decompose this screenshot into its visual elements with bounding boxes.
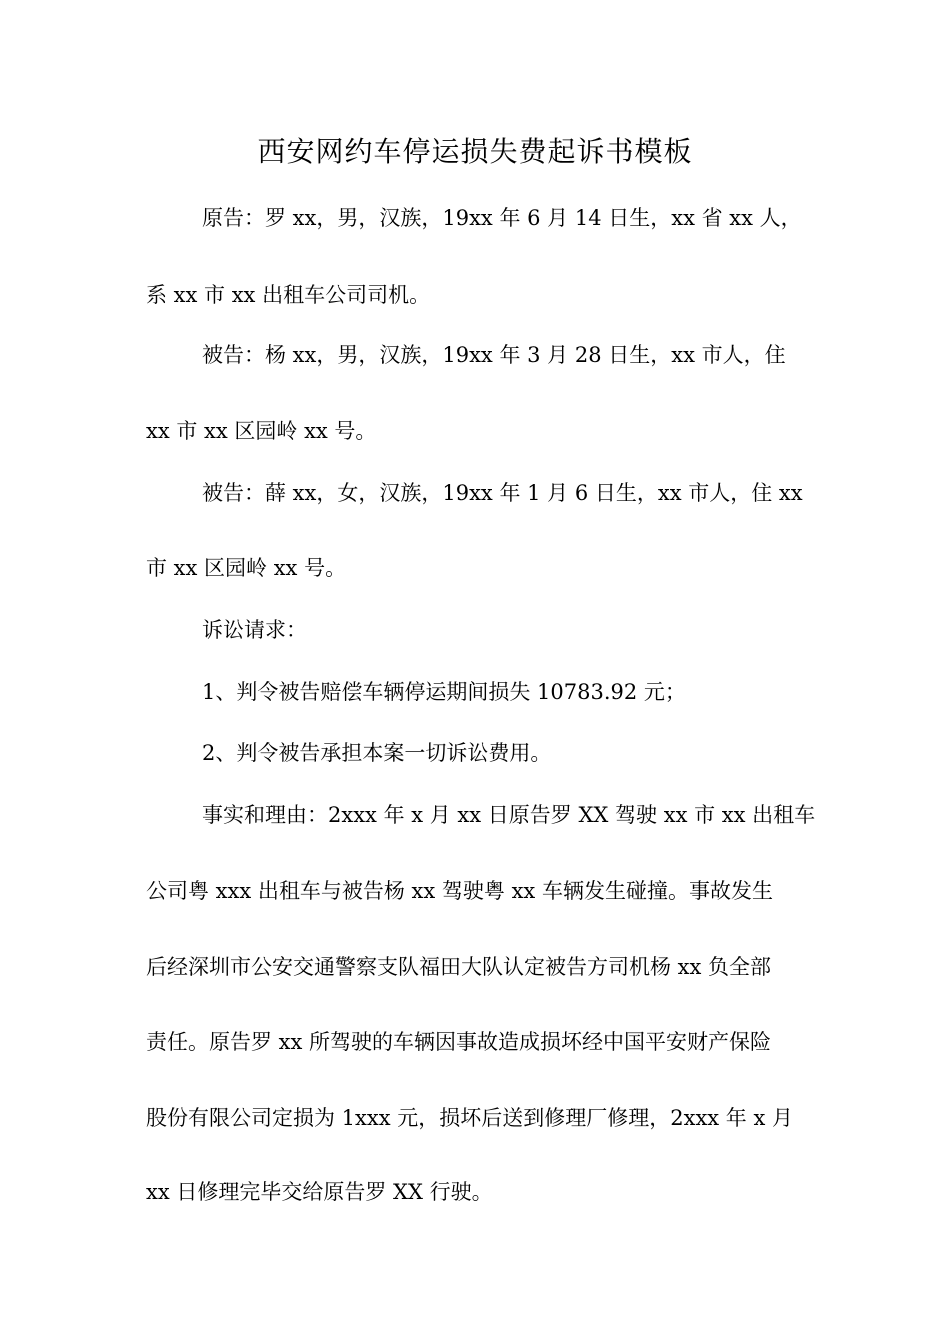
facts-line-1: 事实和理由：2xxx 年 x 月 xx 日原告罗 XX 驾驶 xx 市 xx 出租车: [202, 803, 816, 827]
defendant-2-line-1: 被告：薛 xx，女，汉族，19xx 年 1 月 6 日生，xx 市人，住 xx: [202, 481, 803, 505]
defendant-1-line-2: xx 市 xx 区园岭 xx 号。: [146, 419, 377, 443]
facts-line-2: 公司粤 xxx 出租车与被告杨 xx 驾驶粤 xx 车辆发生碰撞。事故发生: [146, 879, 773, 903]
claim-item-2: 2、判令被告承担本案一切诉讼费用。: [202, 741, 552, 765]
facts-line-4: 责任。原告罗 xx 所驾驶的车辆因事故造成损坏经中国平安财产保险: [146, 1030, 772, 1054]
facts-line-6: xx 日修理完毕交给原告罗 XX 行驶。: [146, 1180, 493, 1204]
plaintiff-line-1: 原告：罗 xx，男，汉族，19xx 年 6 月 14 日生，xx 省 xx 人，: [202, 206, 802, 230]
plaintiff-line-2: 系 xx 市 xx 出租车公司司机。: [146, 283, 431, 307]
defendant-2-line-2: 市 xx 区园岭 xx 号。: [146, 556, 347, 580]
facts-line-3: 后经深圳市公安交通警察支队福田大队认定被告方司机杨 xx 负全部: [146, 955, 772, 979]
claims-heading: 诉讼请求：: [202, 618, 307, 642]
claim-item-1: 1、判令被告赔偿车辆停运期间损失 10783.92 元；: [202, 680, 686, 704]
facts-line-5: 股份有限公司定损为 1xxx 元，损坏后送到修理厂修理，2xxx 年 x 月: [146, 1106, 793, 1130]
document-title: 西安网约车停运损失费起诉书模板: [257, 135, 693, 168]
defendant-1-line-1: 被告：杨 xx，男，汉族，19xx 年 3 月 28 日生，xx 市人，住: [202, 343, 786, 367]
